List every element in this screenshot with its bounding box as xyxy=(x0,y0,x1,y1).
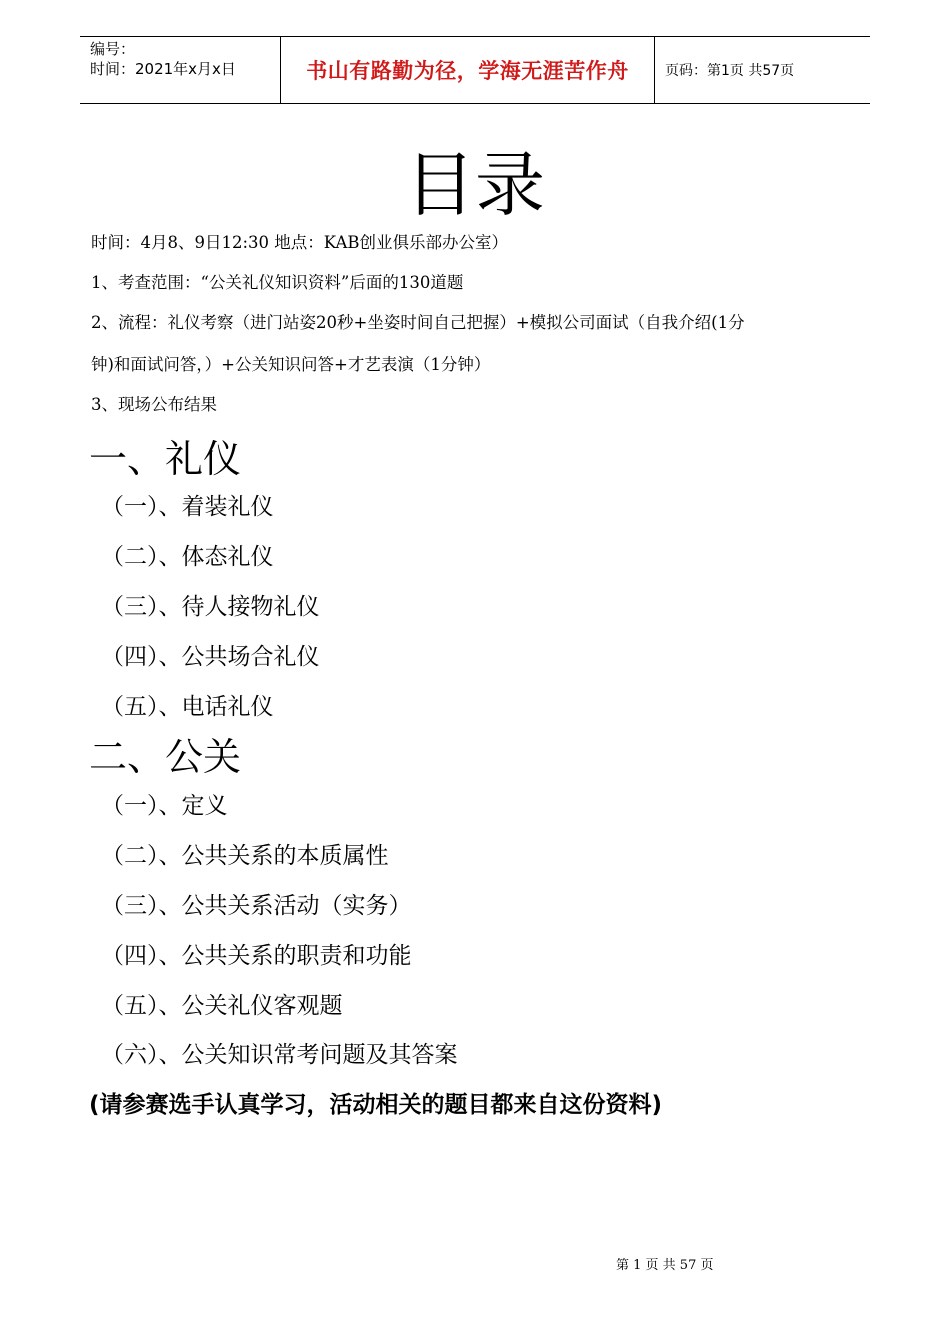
document-time-label: 时间：2021年x月x日 xyxy=(90,60,236,78)
toc-item: （六）、公关知识常考问题及其答案 xyxy=(101,1042,458,1068)
toc-item: （四）、公共场合礼仪 xyxy=(101,644,320,670)
study-note: (请参赛选手认真学习，活动相关的题目都来自这份资料) xyxy=(89,1092,663,1118)
header-page-number: 页码：第1页 共57页 xyxy=(665,63,795,79)
toc-item: （三）、公共关系活动（实务） xyxy=(101,893,412,919)
intro-time-location: 时间：4月8、9日12:30 地点：KAB创业俱乐部办公室） xyxy=(91,233,508,252)
toc-item: （二）、公共关系的本质属性 xyxy=(101,843,389,869)
section-heading-etiquette: 一、礼仪 xyxy=(89,437,242,481)
header-meta-cell xyxy=(80,37,281,103)
toc-item: （一）、定义 xyxy=(101,793,228,819)
toc-item: （四）、公共关系的职责和功能 xyxy=(101,943,412,969)
page-footer: 第 1 页 共 57 页 xyxy=(616,1258,714,1273)
toc-item: （五）、电话礼仪 xyxy=(101,694,274,720)
toc-item: （一）、着装礼仪 xyxy=(101,494,274,520)
toc-item: （二）、体态礼仪 xyxy=(101,544,274,570)
document-number-label: 编号： xyxy=(90,40,136,58)
page-header xyxy=(80,36,870,104)
intro-scope: 1、考查范围：“公关礼仪知识资料”后面的130道题 xyxy=(91,273,464,292)
intro-process-line1: 2、流程：礼仪考察（进门站姿20秒+坐姿时间自己把握）+模拟公司面试（自我介绍(1分 xyxy=(91,313,745,332)
toc-item: （五）、公关礼仪客观题 xyxy=(101,993,343,1019)
header-motto: 书山有路勤为径，学海无涯苦作舟 xyxy=(281,37,655,103)
page-title: 目录 xyxy=(405,144,545,226)
intro-result: 3、现场公布结果 xyxy=(91,395,217,414)
toc-item: （三）、待人接物礼仪 xyxy=(101,594,320,620)
intro-process-line2: 钟)和面试问答，）+公关知识问答+才艺表演（1分钟） xyxy=(91,355,491,374)
section-heading-public-relations: 二、公关 xyxy=(89,735,242,779)
